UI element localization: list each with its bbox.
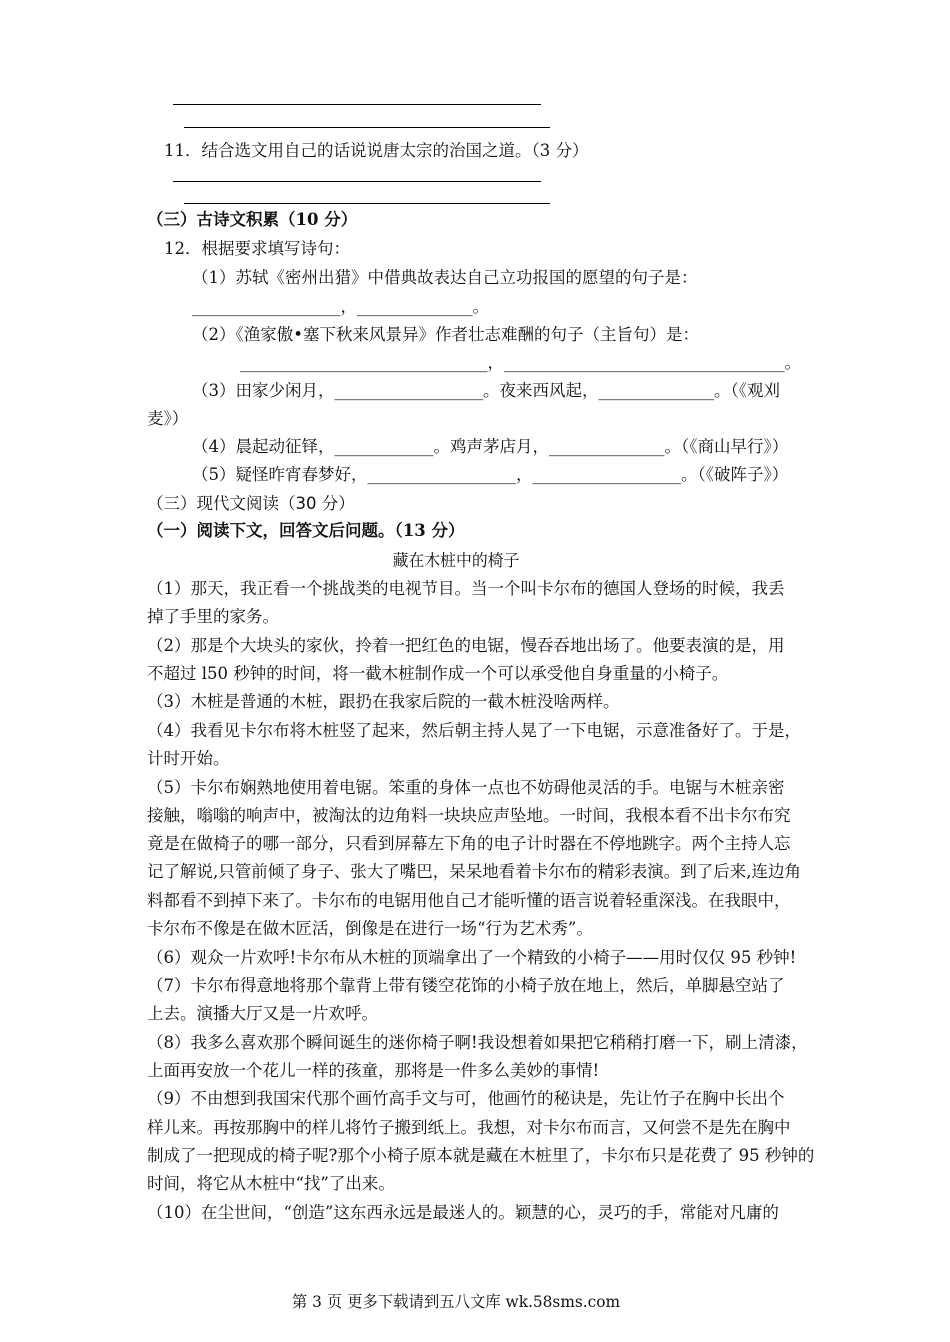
- sub-heading-reading: （一）阅读下文，回答文后问题。（13 分）: [147, 521, 465, 540]
- article-line: 制成了一把现成的椅子呢?那个小椅子原本就是藏在木桩里了，卡尔布只是花费了 95 秒钟的: [147, 1146, 815, 1165]
- article-line: 接触，嗡嗡的响声中，被淘汰的边角料一块块应声坠地。一时间，我根本看不出卡尔布究: [147, 806, 791, 825]
- article-line: （7）卡尔布得意地将那个靠背上带有镂空花饰的小椅子放在地上，然后，单脚悬空站了: [147, 976, 785, 995]
- article-line: 卡尔布不像是在做木匠活，倒像是在进行一场“行为艺术秀”。: [147, 919, 593, 938]
- article-line: （6）观众一片欢呼!卡尔布从木桩的顶端拿出了一个精致的小椅子——用时仅仅 95 秒钟!: [147, 948, 797, 967]
- poem-item-5: （5）疑怪昨宵春梦好，__________________，__________________。（《破阵子》）: [192, 465, 789, 484]
- section-heading-poetry: （三）古诗文积累（10 分）: [147, 210, 358, 229]
- article-line: 掉了手里的家务。: [147, 607, 279, 626]
- section-heading-modern: （三）现代文阅读（30 分）: [147, 494, 355, 513]
- article-title: 藏在木桩中的椅子: [392, 551, 520, 570]
- answer-line: [173, 181, 541, 182]
- article-line: 上去。演播大厅又是一片欢呼。: [147, 1004, 378, 1023]
- article-line: （1）那天，我正看一个挑战类的电视节目。当一个叫卡尔布的德国人登场的时候，我丢: [147, 579, 785, 598]
- article-line: 竟是在做椅子的哪一部分，只看到屏幕左下角的电子计时器在不停地跳字。两个主持人忘: [147, 834, 791, 853]
- article-line: 计时开始。: [147, 749, 230, 768]
- poem-item-3-cont: 麦》）: [147, 409, 189, 428]
- article-line: 不超过 l50 秒钟的时间，将一截木桩制作成一个可以承受他自身重量的小椅子。: [147, 664, 729, 683]
- article-line: 时间，将它从木桩中“找”了出来。: [147, 1174, 395, 1193]
- article-line: （3）木桩是普通的木桩，跟扔在我家后院的一截木桩没啥两样。: [147, 692, 620, 711]
- article-line: 上面再安放一个花儿一样的孩童，那将是一件多么美妙的事情!: [147, 1061, 600, 1080]
- poem-item-4: （4）晨起动征铎，____________。鸡声茅店月，______________。（《商山早行》）: [192, 437, 789, 456]
- article-line: （2）那是个大块头的家伙，拎着一把红色的电锯，慢吞吞地出场了。他要表演的是，用: [147, 636, 785, 655]
- poem-item-2-blanks: ______________________________，__________________________________。: [240, 353, 801, 372]
- poem-item-3: （3）田家少闲月，__________________。夜来西风起，______________。（《观刈: [192, 381, 780, 400]
- poem-item-2: （2）《渔家傲•塞下秋来风景异》作者壮志难酬的句子（主旨句）是：: [192, 325, 699, 344]
- article-line: 料都看不到掉下来了。卡尔布的电锯用他自己才能听懂的语言说着轻重深浅。在我眼中，: [147, 891, 791, 910]
- question-12-intro: 12．根据要求填写诗句：: [164, 239, 350, 258]
- poem-item-1: （1）苏轼《密州出猎》中借典故表达自己立功报国的愿望的句子是：: [192, 268, 698, 287]
- article-line: （10）在尘世间，“创造”这东西永远是最迷人的。颖慧的心，灵巧的手，常能对凡庸的: [147, 1203, 779, 1222]
- article-line: 记了解说,只管前倾了身子、张大了嘴巴，呆呆地看着卡尔布的精彩表演。到了后来,连边角: [147, 862, 801, 881]
- article-line: （9）不由想到我国宋代那个画竹高手文与可，他画竹的秘诀是，先让竹子在胸中长出个: [147, 1089, 785, 1108]
- question-11: 11．结合选文用自己的话说说唐太宗的治国之道。（3 分）: [164, 141, 589, 160]
- article-line: （4）我看见卡尔布将木桩竖了起来，然后朝主持人晃了一下电锯，示意准备好了。于是，: [147, 721, 801, 740]
- poem-item-1-blanks: __________________，______________。: [192, 297, 489, 316]
- article-line: 样儿来。再按那胸中的样儿将竹子搬到纸上。我想，对卡尔布而言，又何尝不是先在胸中: [147, 1118, 791, 1137]
- answer-line: [173, 104, 541, 105]
- article-line: （5）卡尔布娴熟地使用着电锯。笨重的身体一点也不妨碍他灵活的手。电锯与木桩亲密: [147, 778, 785, 797]
- answer-line: [184, 203, 550, 204]
- answer-line: [184, 127, 550, 128]
- page-footer: 第 3 页 更多下载请到五八文库 wk.58sms.com: [291, 1292, 621, 1311]
- article-line: （8）我多么喜欢那个瞬间诞生的迷你椅子啊!我设想着如果把它稍稍打磨一下，刷上清漆，: [147, 1033, 808, 1052]
